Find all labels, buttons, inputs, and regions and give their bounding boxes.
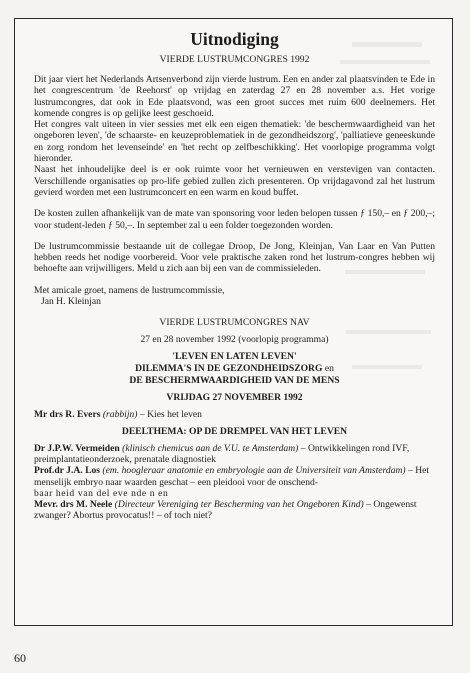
speaker-role: (klinisch chemicus aan de V.U. te Amsterdam) xyxy=(122,442,299,454)
speaker-talk: – Het menselijk embryo naar waarden geschat – een pleidooi voor de onschend- xyxy=(34,465,430,488)
speaker-talk: – Ongewenst zwanger? Abortus provocatus!! – of toch niet? xyxy=(34,499,417,522)
speaker-entry xyxy=(34,499,435,522)
speaker-role: (rabbijn) xyxy=(102,409,138,421)
speaker-name: Mevr. drs M. Neele xyxy=(34,499,113,511)
theme-title: 'LEVEN EN LATEN LEVEN' xyxy=(172,351,297,363)
subtheme-heading: DEELTHEMA: OP DE DREMPEL VAN HET LEVEN xyxy=(121,425,348,437)
speaker-name: Prof.dr J.A. Los xyxy=(34,465,101,477)
congress-heading: VIERDE LUSTRUMCONGRES 1992 xyxy=(159,54,310,65)
theme-subtitle-main: DILEMMA'S IN DE GEZONDHEIDSZORG xyxy=(135,363,323,375)
invitation-frame xyxy=(14,18,453,626)
signature: Jan H. Kleinjan xyxy=(41,296,101,308)
invitation-content xyxy=(34,29,435,522)
theme-subtitle-conjunction: en xyxy=(324,363,334,375)
speaker-name: Mr drs R. Evers xyxy=(34,409,101,421)
page-number: 60 xyxy=(14,651,26,665)
paragraph-committee: De lustrumcommissie bestaande uit de collegae Droop, De Jong, Kleinjan, Van Laar en Van Putten hebben reeds het nodige voorbereid. Voor vele praktische zaken rond het lustrum-congres hebben wij behoefte aan vrijwilligers. Meld u zich aan bij een van de commissieleden. xyxy=(34,240,435,275)
paragraph-intro: Dit jaar viert het Nederlands Artsenverbond zijn vierde lustrum. Een en ander zal plaatsvinden te Ede in het congrescentrum 'de Reehorst' op vrijdag en zaterdag 27 en 28 november a.s. Het vorige lustrumcongres, dat ook in Ede plaatsvond, was een groot succes met ruim 600 deelnemers. Het komende congres is op gelijke leest geschoeid. xyxy=(34,74,435,119)
speaker-role: (em. hoogleraar anatomie en embryologie aan de Universiteit van Amsterdam) xyxy=(102,465,406,477)
speaker-name: Dr J.P.W. Vermeiden xyxy=(34,442,120,454)
speaker-talk: – Kies het leven xyxy=(139,409,202,421)
paragraph-costs: De kosten zullen afhankelijk van de mate van sponsoring voor leden belopen tussen ƒ 150,– en ƒ 200,–; voor student-leden ƒ 50,–. In september zal u een folder toegezonden worden. xyxy=(34,208,435,231)
speaker-talk: – Ontwikkelingen rond IVF, preimplantatieonderzoek, prenatale diagnostiek xyxy=(34,442,410,465)
garbled-line: baar heid van del eve nde n en xyxy=(34,487,169,499)
speaker-role: (Directeur Vereniging ter Bescherming van het Ongeboren Kind) xyxy=(114,499,364,511)
closing-greeting: Met amicale groet, namens de lustrumcommissie, xyxy=(34,284,225,296)
speaker-entry xyxy=(34,465,435,488)
program-heading: VIERDE LUSTRUMCONGRES NAV xyxy=(159,317,310,329)
page-title: Uitnodiging xyxy=(190,29,279,49)
theme-subtitle xyxy=(34,363,435,375)
theme-subtitle-2: DE BESCHERMWAARDIGHEID VAN DE MENS xyxy=(129,375,340,387)
day-heading: VRIJDAG 27 NOVEMBER 1992 xyxy=(166,392,303,404)
speaker-entry xyxy=(34,443,435,466)
opening-speaker xyxy=(34,409,435,420)
paragraph-sessions: Het congres valt uiteen in vier sessies met elk een eigen thematiek: 'de beschermwaardigheid van het ongeboren leven', 'de schaarste- en keuzeproblematiek in de gezondheidszorg', 'palliatieve geneeskunde en zorg rondom het levenseinde' en 'het recht op zelfbeschikking'. Het voorlopige programma volgt hieronder. xyxy=(34,119,435,165)
paragraph-contacts: Naast het inhoudelijke deel is er ook ruimte voor het vernieuwen en verstevigen van contacten. Verschillende organisaties op pro-life gebied zullen zich presenteren. Op vrijdagavond zal het lustrum gevierd worden met een lustrumconcert en een warm en koud buffet. xyxy=(34,164,435,198)
program-dates: 27 en 28 november 1992 (voorlopig programma) xyxy=(140,334,329,346)
